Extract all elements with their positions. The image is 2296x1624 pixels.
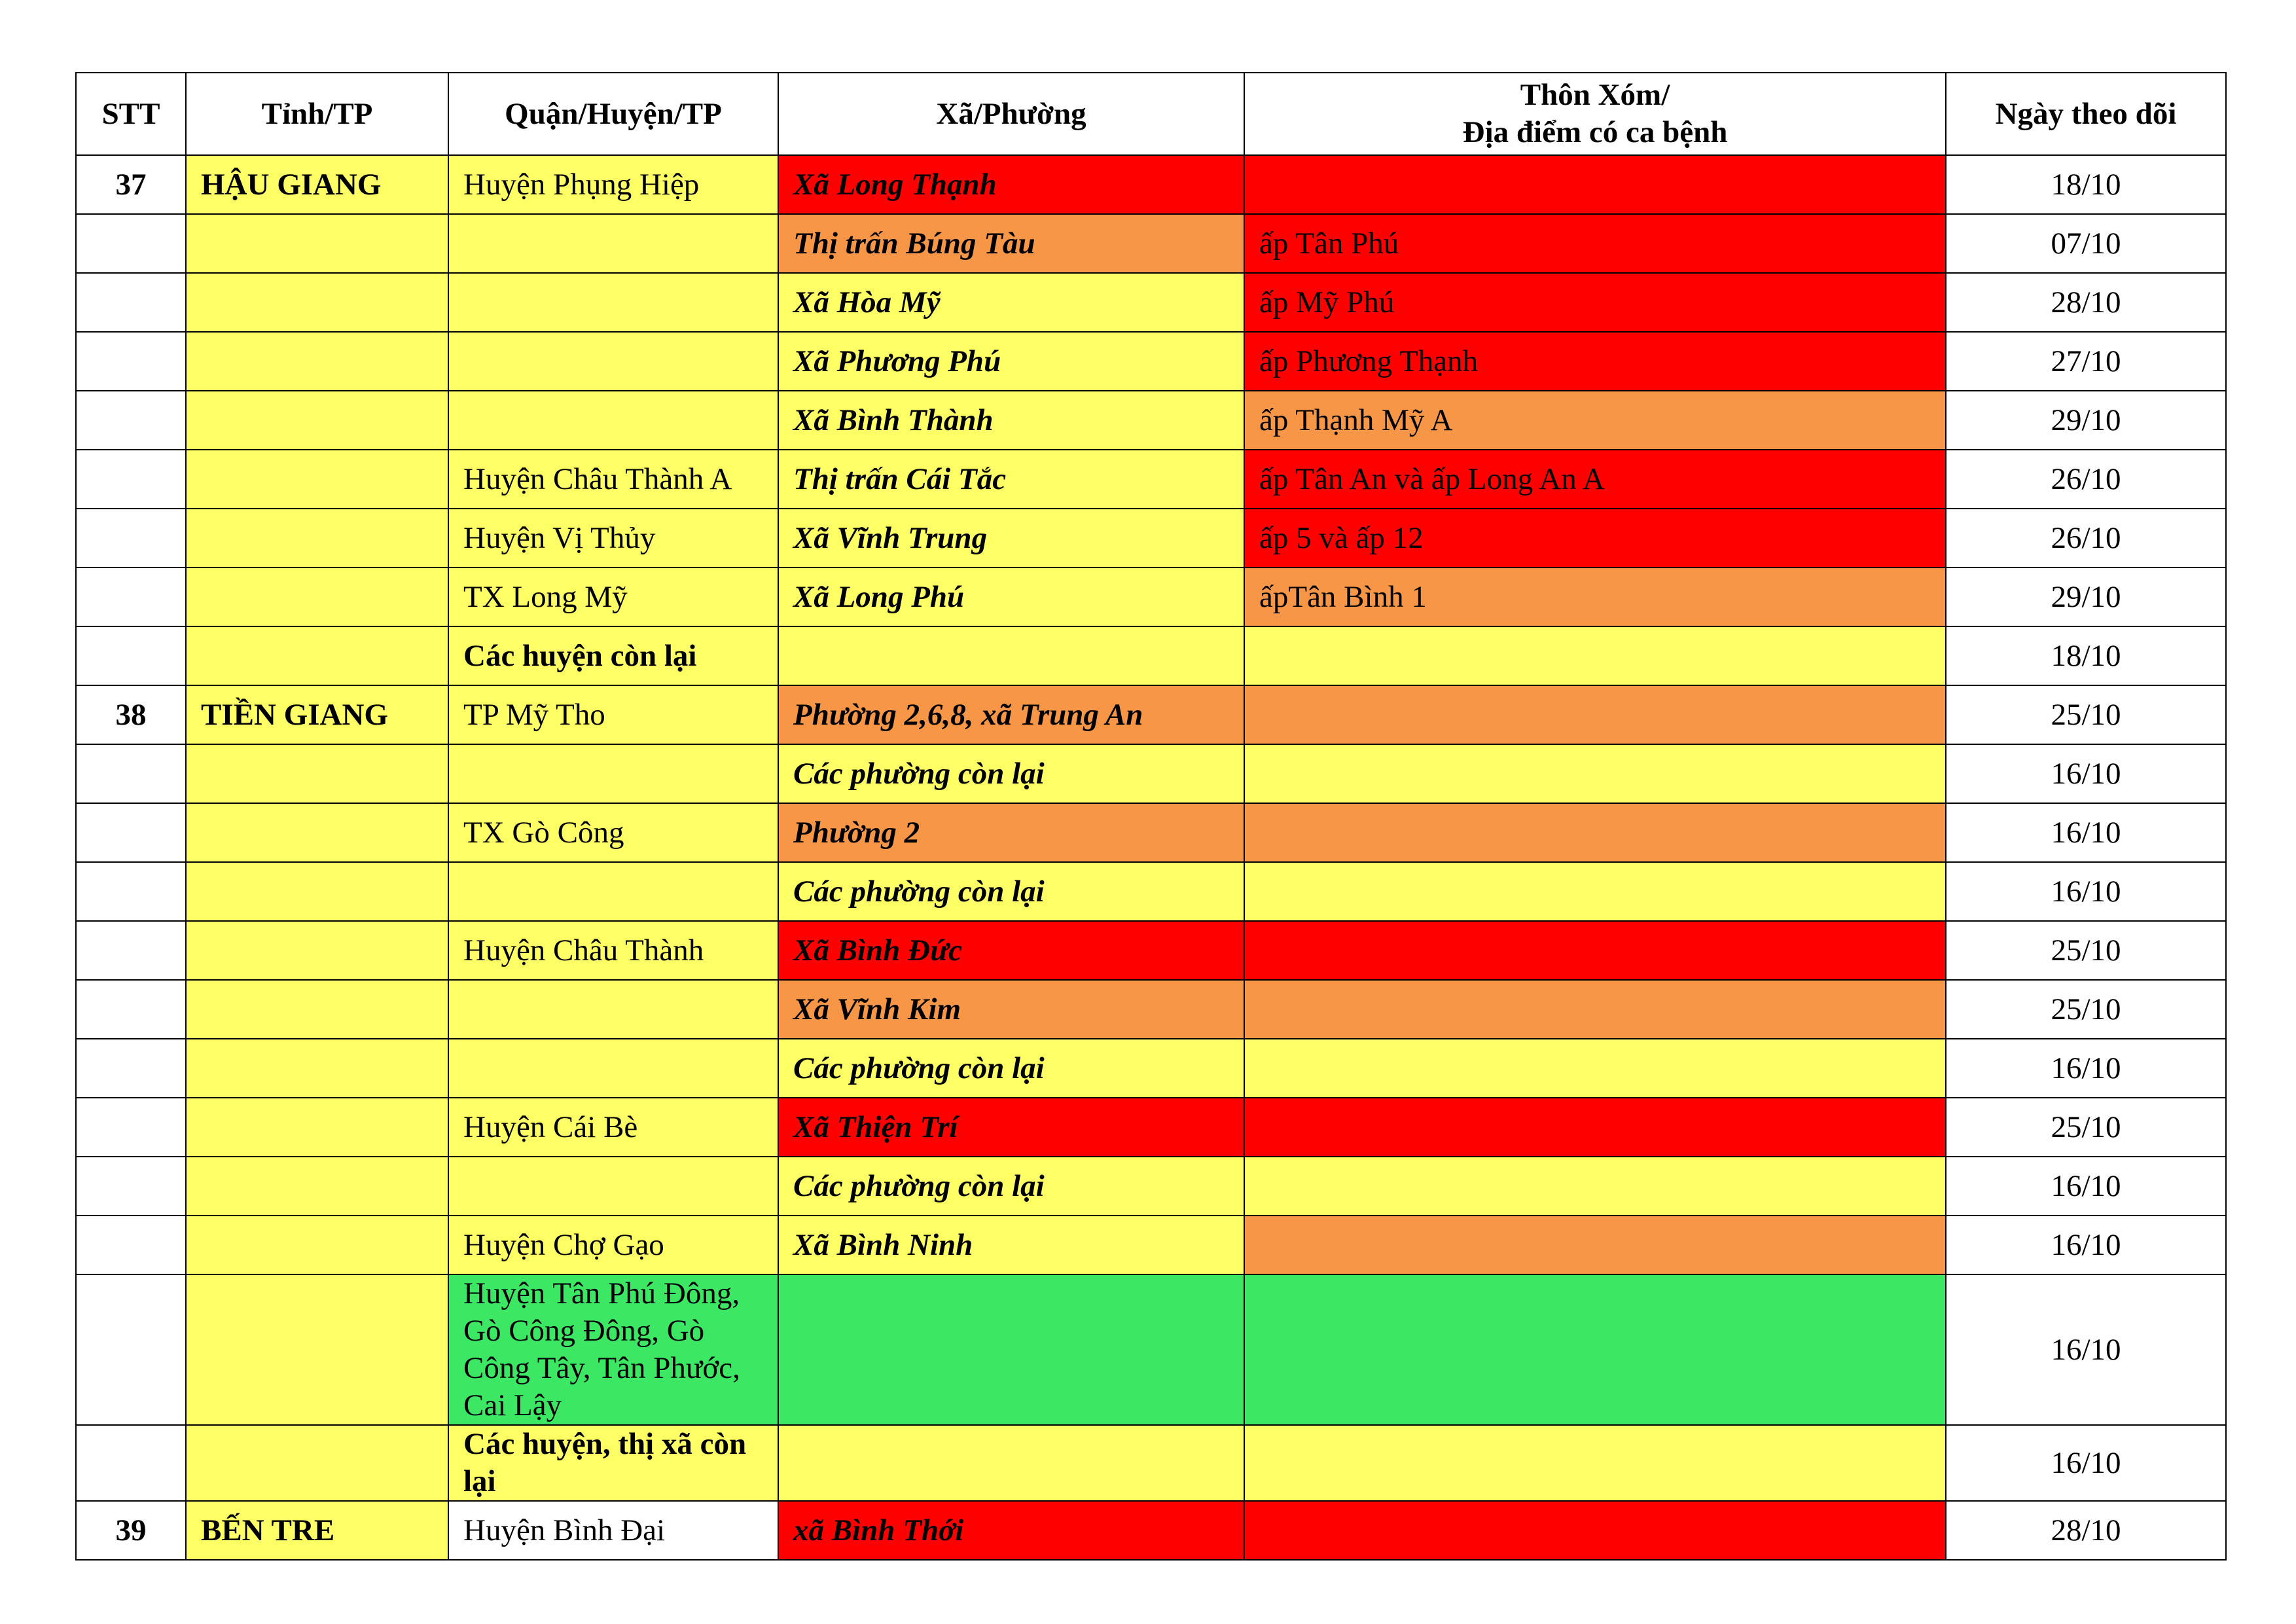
table-row <box>76 1039 2226 1098</box>
cell-province: HẬU GIANG <box>186 155 448 214</box>
cell-ward: Xã Vĩnh Trung <box>778 509 1244 568</box>
cell-date: 25/10 <box>1946 921 2226 980</box>
table-row <box>76 509 2226 568</box>
cell-hamlet <box>1244 1216 1946 1274</box>
cell-date: 18/10 <box>1946 155 2226 214</box>
cell-stt <box>76 1039 186 1098</box>
cell-hamlet <box>1244 1098 1946 1157</box>
cell-hamlet <box>1244 1425 1946 1501</box>
table-row <box>76 273 2226 332</box>
cell-hamlet <box>1244 1157 1946 1216</box>
cell-hamlet <box>1244 685 1946 744</box>
table-row <box>76 1425 2226 1501</box>
table-row <box>76 1216 2226 1274</box>
cell-district: TX Long Mỹ <box>448 568 778 626</box>
cell-province <box>186 1274 448 1425</box>
table-row <box>76 450 2226 509</box>
cell-stt: 38 <box>76 685 186 744</box>
cell-district: TX Gò Công <box>448 803 778 862</box>
cell-province <box>186 803 448 862</box>
cell-province <box>186 1039 448 1098</box>
table-row <box>76 1501 2226 1560</box>
table-row <box>76 1157 2226 1216</box>
cell-province <box>186 921 448 980</box>
cell-ward: Xã Bình Đức <box>778 921 1244 980</box>
cell-date: 25/10 <box>1946 1098 2226 1157</box>
table-row <box>76 921 2226 980</box>
cell-province <box>186 744 448 803</box>
cell-district: Các huyện còn lại <box>448 626 778 685</box>
cell-district <box>448 391 778 450</box>
cell-date: 26/10 <box>1946 450 2226 509</box>
table-row <box>76 568 2226 626</box>
cell-hamlet <box>1244 1039 1946 1098</box>
cell-ward: Xã Vĩnh Kim <box>778 980 1244 1039</box>
cell-ward: Xã Bình Ninh <box>778 1216 1244 1274</box>
cell-hamlet: ấp Thạnh Mỹ A <box>1244 391 1946 450</box>
cell-ward: Các phường còn lại <box>778 744 1244 803</box>
cell-hamlet <box>1244 744 1946 803</box>
header-ward: Xã/Phường <box>778 73 1244 155</box>
cell-stt <box>76 332 186 391</box>
cell-hamlet <box>1244 980 1946 1039</box>
cell-stt: 39 <box>76 1501 186 1560</box>
cell-district: Huyện Vị Thủy <box>448 509 778 568</box>
cell-stt <box>76 1157 186 1216</box>
cell-hamlet <box>1244 1274 1946 1425</box>
table-row <box>76 626 2226 685</box>
cell-district: Huyện Phụng Hiệp <box>448 155 778 214</box>
cell-stt <box>76 568 186 626</box>
table-row <box>76 332 2226 391</box>
cell-date: 29/10 <box>1946 391 2226 450</box>
table-row <box>76 980 2226 1039</box>
cell-ward: Các phường còn lại <box>778 862 1244 921</box>
cell-province: BẾN TRE <box>186 1501 448 1560</box>
cell-date: 16/10 <box>1946 1157 2226 1216</box>
cell-stt <box>76 862 186 921</box>
cell-district: Huyện Cái Bè <box>448 1098 778 1157</box>
cell-province <box>186 980 448 1039</box>
cell-date: 16/10 <box>1946 1039 2226 1098</box>
cell-province <box>186 568 448 626</box>
cell-province <box>186 509 448 568</box>
risk-zone-table <box>75 72 2227 1561</box>
cell-ward: Thị trấn Cái Tắc <box>778 450 1244 509</box>
table-row <box>76 862 2226 921</box>
table-row <box>76 1274 2226 1425</box>
cell-ward: Xã Bình Thành <box>778 391 1244 450</box>
cell-ward: Xã Thiện Trí <box>778 1098 1244 1157</box>
cell-date: 16/10 <box>1946 1425 2226 1501</box>
cell-district <box>448 1157 778 1216</box>
header-hamlet-line1: Thôn Xóm/ <box>1520 78 1670 112</box>
cell-district: Các huyện, thị xã còn lại <box>448 1425 778 1501</box>
cell-ward: Thị trấn Búng Tàu <box>778 214 1244 273</box>
cell-date: 16/10 <box>1946 803 2226 862</box>
cell-date: 28/10 <box>1946 273 2226 332</box>
cell-district: Huyện Châu Thành A <box>448 450 778 509</box>
cell-district <box>448 862 778 921</box>
table-row <box>76 155 2226 214</box>
header-province: Tỉnh/TP <box>186 73 448 155</box>
cell-stt: 37 <box>76 155 186 214</box>
cell-province <box>186 391 448 450</box>
cell-district <box>448 214 778 273</box>
cell-province <box>186 450 448 509</box>
cell-district: TP Mỹ Tho <box>448 685 778 744</box>
cell-stt <box>76 273 186 332</box>
cell-district <box>448 980 778 1039</box>
cell-stt <box>76 214 186 273</box>
cell-ward <box>778 1425 1244 1501</box>
cell-ward: Xã Long Phú <box>778 568 1244 626</box>
cell-hamlet <box>1244 1501 1946 1560</box>
table-header <box>76 73 2226 155</box>
cell-province <box>186 862 448 921</box>
cell-date: 16/10 <box>1946 862 2226 921</box>
cell-hamlet <box>1244 803 1946 862</box>
cell-province <box>186 626 448 685</box>
cell-date: 27/10 <box>1946 332 2226 391</box>
cell-ward: Xã Long Thạnh <box>778 155 1244 214</box>
header-date: Ngày theo dõi <box>1946 73 2226 155</box>
cell-ward: Phường 2,6,8, xã Trung An <box>778 685 1244 744</box>
table-row <box>76 744 2226 803</box>
cell-date: 16/10 <box>1946 1216 2226 1274</box>
table-row <box>76 803 2226 862</box>
header-row <box>76 73 2226 155</box>
cell-hamlet <box>1244 862 1946 921</box>
cell-province: TIỀN GIANG <box>186 685 448 744</box>
header-hamlet <box>1244 73 1946 155</box>
cell-province <box>186 214 448 273</box>
header-district: Quận/Huyện/TP <box>448 73 778 155</box>
cell-stt <box>76 1216 186 1274</box>
cell-province <box>186 1098 448 1157</box>
cell-hamlet <box>1244 155 1946 214</box>
cell-ward: Phường 2 <box>778 803 1244 862</box>
cell-province <box>186 273 448 332</box>
cell-hamlet: ấpTân Bình 1 <box>1244 568 1946 626</box>
cell-district <box>448 273 778 332</box>
cell-stt <box>76 1274 186 1425</box>
table-row <box>76 1098 2226 1157</box>
cell-stt <box>76 803 186 862</box>
cell-date: 16/10 <box>1946 744 2226 803</box>
cell-ward: Xã Phương Phú <box>778 332 1244 391</box>
cell-province <box>186 332 448 391</box>
cell-hamlet <box>1244 626 1946 685</box>
cell-ward <box>778 626 1244 685</box>
cell-ward: xã Bình Thới <box>778 1501 1244 1560</box>
cell-stt <box>76 1425 186 1501</box>
cell-hamlet: ấp Mỹ Phú <box>1244 273 1946 332</box>
cell-stt <box>76 921 186 980</box>
cell-stt <box>76 509 186 568</box>
cell-district: Huyện Chợ Gạo <box>448 1216 778 1274</box>
cell-ward: Các phường còn lại <box>778 1039 1244 1098</box>
cell-hamlet: ấp Tân An và ấp Long An A <box>1244 450 1946 509</box>
cell-date: 18/10 <box>1946 626 2226 685</box>
cell-date: 25/10 <box>1946 685 2226 744</box>
cell-district <box>448 1039 778 1098</box>
cell-district <box>448 332 778 391</box>
table-body <box>76 155 2226 1560</box>
cell-ward <box>778 1274 1244 1425</box>
cell-hamlet: ấp Phương Thạnh <box>1244 332 1946 391</box>
table-row <box>76 685 2226 744</box>
header-stt: STT <box>76 73 186 155</box>
cell-hamlet <box>1244 921 1946 980</box>
cell-ward: Xã Hòa Mỹ <box>778 273 1244 332</box>
cell-date: 28/10 <box>1946 1501 2226 1560</box>
cell-stt <box>76 744 186 803</box>
cell-stt <box>76 626 186 685</box>
table-row <box>76 214 2226 273</box>
cell-hamlet: ấp Tân Phú <box>1244 214 1946 273</box>
cell-province <box>186 1216 448 1274</box>
cell-district: Huyện Châu Thành <box>448 921 778 980</box>
cell-province <box>186 1157 448 1216</box>
cell-date: 07/10 <box>1946 214 2226 273</box>
cell-stt <box>76 980 186 1039</box>
cell-hamlet: ấp 5 và ấp 12 <box>1244 509 1946 568</box>
cell-date: 25/10 <box>1946 980 2226 1039</box>
cell-date: 16/10 <box>1946 1274 2226 1425</box>
cell-province <box>186 1425 448 1501</box>
cell-district <box>448 744 778 803</box>
cell-date: 26/10 <box>1946 509 2226 568</box>
cell-district: Huyện Bình Đại <box>448 1501 778 1560</box>
cell-district: Huyện Tân Phú Đông, Gò Công Đông, Gò Công Tây, Tân Phước, Cai Lậy <box>448 1274 778 1425</box>
cell-date: 29/10 <box>1946 568 2226 626</box>
cell-stt <box>76 450 186 509</box>
cell-ward: Các phường còn lại <box>778 1157 1244 1216</box>
cell-stt <box>76 1098 186 1157</box>
cell-stt <box>76 391 186 450</box>
header-hamlet-line2: Địa điểm có ca bệnh <box>1462 115 1728 149</box>
table-row <box>76 391 2226 450</box>
